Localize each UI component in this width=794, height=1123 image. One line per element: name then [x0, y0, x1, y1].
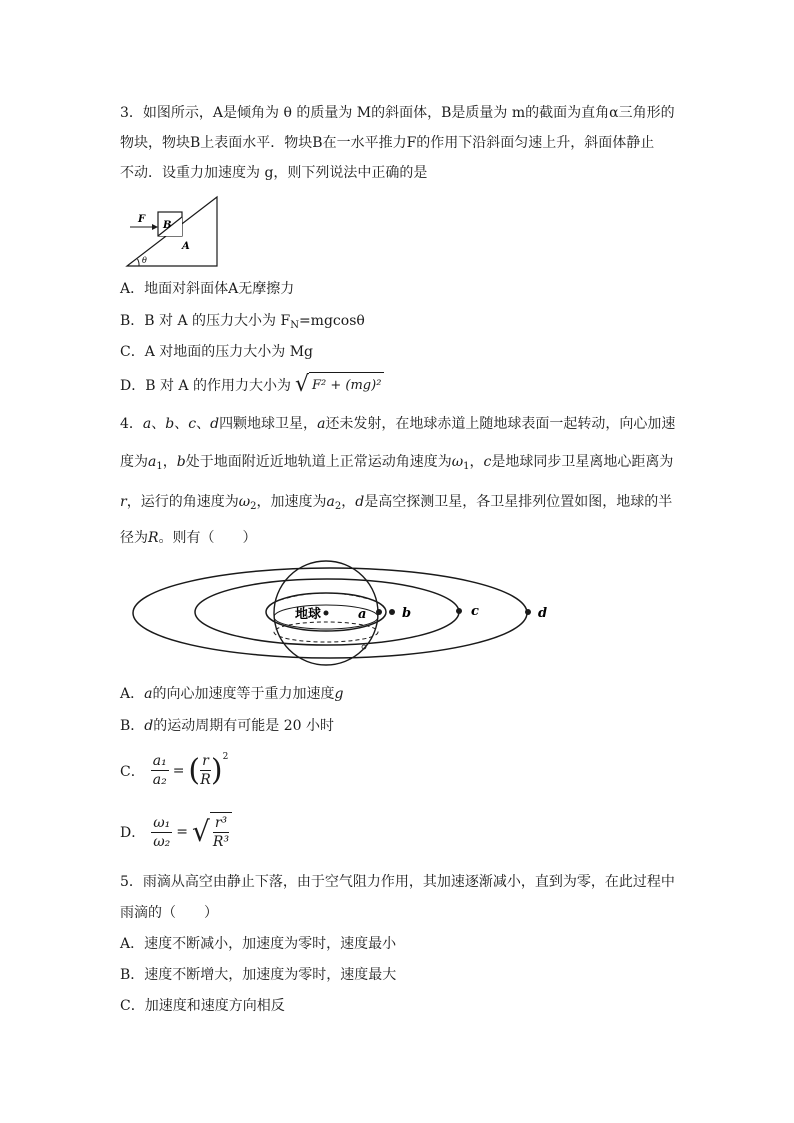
q5-option-c: C．加速度和速度方向相反	[120, 998, 285, 1014]
label-f: F	[138, 214, 146, 225]
sat-a	[376, 609, 382, 615]
q3-stem-line1: 3．如图所示，A是倾角为 θ 的质量为 M的斜面体，B是质量为 m的截面为直角α三角形的	[120, 105, 675, 121]
q4-option-b: B．d的运动周期有可能是 20 小时	[120, 718, 334, 734]
fraction-r-r: $\frac{r}{R}$	[200, 753, 211, 788]
label-a: A	[182, 241, 190, 252]
fraction-a1-a2: $\frac{\text{a₁}}{\text{a₂}}$	[152, 753, 167, 788]
q3-option-a: A．地面对斜面体A无摩擦力	[120, 281, 295, 297]
sat-b	[389, 609, 395, 615]
label-sat-a: a	[358, 607, 367, 622]
earth-center	[324, 611, 329, 616]
q4-stem-line2: 度为$a_1$，b处于地面附近近地轨道上正常运动角速度为$\omega_1$，c是地球同步卫星离地心距离为	[120, 454, 674, 472]
earth-label: 地球	[295, 607, 322, 622]
q4-option-a: A．a的向心加速度等于重力加速度g	[120, 686, 344, 702]
q5-option-b: B．速度不断增大，加速度为零时，速度最大	[120, 967, 397, 983]
label-theta: θ	[142, 256, 147, 265]
q3-option-d: D．B 对 A 的作用力大小为 √ F² + (mg)²	[120, 372, 384, 398]
q4-stem-line4: 径为R。则有（ ）	[120, 530, 257, 546]
label-sat-c: c	[471, 604, 479, 619]
sqrt-expression: √ F² + (mg)²	[295, 372, 384, 398]
q5-stem-line2: 雨滴的（ ）	[120, 905, 218, 921]
q5-option-a: A．速度不断减小，加速度为零时，速度最小	[120, 936, 397, 952]
q5-stem-line1: 5．雨滴从高空由静止下落，由于空气阻力作用，其加速逐渐减小，直到为零，在此过程中	[120, 874, 675, 890]
orbit-diagram	[130, 560, 570, 670]
label-sat-b: b	[402, 606, 412, 621]
q3-option-b: B．B 对 A 的压力大小为 $F_N=mgcos\theta$	[120, 313, 365, 331]
q4-option-c: C． $\frac{\text{a₁}}{\text{a₂}}$ = ( $\frac{r}{R}$ ) 2	[120, 752, 229, 788]
q4-option-d: D． $\frac{\text{ω₁}}{\text{ω₂}}$ = √ $\frac{\text{r³}}{\text{R³}}$	[120, 812, 232, 852]
fraction-w1-w2: $\frac{\text{ω₁}}{\text{ω₂}}$	[153, 814, 171, 850]
q4-stem-line1: 4．a、b、c、d四颗地球卫星，a还未发射，在地球赤道上随地球表面一起转动，向心加速	[120, 416, 676, 432]
sat-c	[456, 608, 462, 614]
label-b: B	[163, 220, 172, 231]
incline-diagram	[124, 194, 224, 270]
sqrt-fraction: √ $\frac{\text{r³}}{\text{R³}}$	[192, 812, 232, 852]
q4-stem-line3: r，运行的角速度为$\omega_2$，加速度为$a_2$，d是高空探测卫星，各卫星排列位置如图，地球的半	[120, 494, 673, 512]
q3-stem-line2: 物块，物块B上表面水平．物块B在一水平推力F的作用下沿斜面匀速上升，斜面体静止	[120, 135, 655, 151]
q3-stem-line3: 不动．设重力加速度为 g，则下列说法中正确的是	[120, 165, 428, 181]
label-sat-d: d	[538, 606, 548, 621]
q3-option-c: C．A 对地面的压力大小为 Mg	[120, 344, 314, 360]
sat-d	[525, 609, 531, 615]
